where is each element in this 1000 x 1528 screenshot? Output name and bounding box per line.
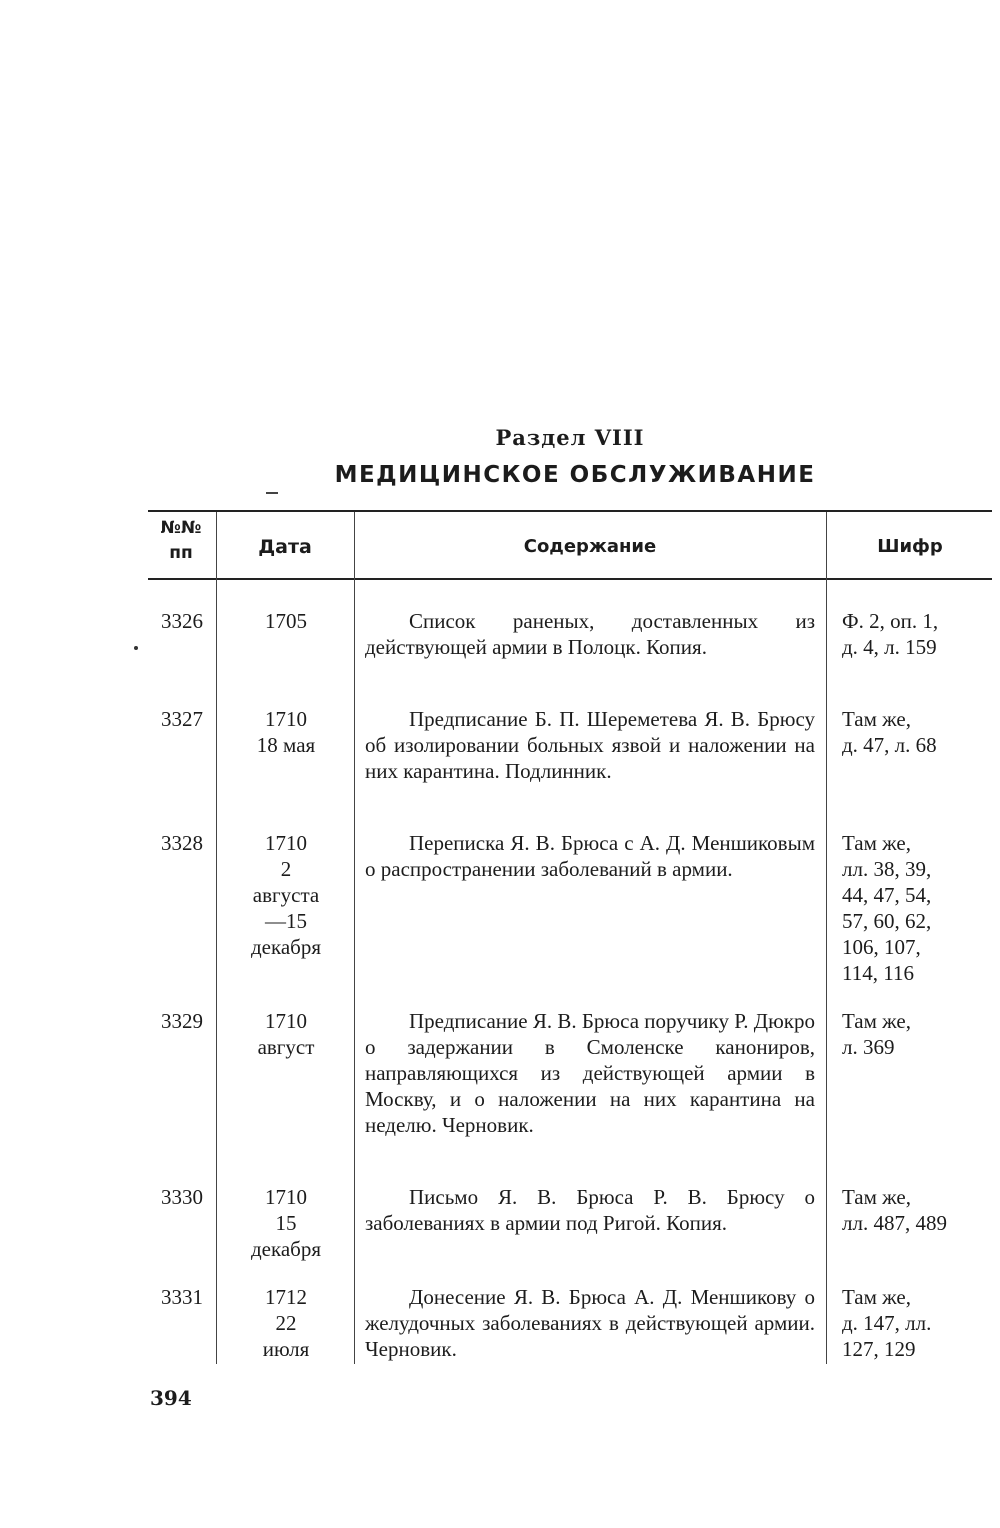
section-title: МЕДИЦИНСКОЕ ОБСЛУЖИВАНИЕ: [334, 462, 816, 488]
row-number: 3328: [161, 831, 203, 855]
row-number: 3326: [161, 609, 203, 633]
row-cipher: Ф. 2, оп. 1, д. 4, л. 159: [842, 609, 939, 659]
header-content: Содержание: [523, 536, 657, 557]
row-cipher: Там же, д. 47, л. 68: [842, 707, 937, 757]
header-cipher: Шифр: [877, 536, 943, 557]
row-date: 1712 22 июля: [262, 1285, 310, 1361]
row-content: Предписание Б. П. Шереметева Я. В. Брюсу об изолировании больных язвой и наложении на них карантина. Подлинник.: [365, 707, 815, 783]
header-number-line1: №№: [160, 518, 202, 538]
column-divider-3: [826, 512, 827, 1364]
section-label: Раздел VIII: [495, 425, 645, 450]
row-date: 1710 18 мая: [256, 707, 316, 757]
row-cipher: Там же, лл. 487, 489: [842, 1185, 947, 1235]
row-cipher: Там же, лл. 38, 39, 44, 47, 54, 57, 60, 62, 106, 107, 114, 116: [842, 831, 932, 985]
row-date: 1705: [265, 609, 307, 633]
row-number: 3327: [161, 707, 203, 731]
row-content: Письмо Я. В. Брюса Р. В. Брюсу о заболеваниях в армии под Ригой. Копия.: [365, 1185, 815, 1235]
row-content: Донесение Я. В. Брюса А. Д. Меншикову о желудочных заболеваниях в действующей армии. Черновик.: [365, 1285, 815, 1361]
row-date: 1710 август: [257, 1009, 315, 1059]
row-number: 3330: [161, 1185, 203, 1209]
table-header-rule: [148, 578, 992, 580]
row-number: 3331: [161, 1285, 203, 1309]
stray-dot: [134, 646, 138, 650]
table-top-rule: [148, 510, 992, 512]
row-date: 1710 2 августа —15 декабря: [250, 831, 322, 959]
column-divider-1: [216, 512, 217, 1364]
row-cipher: Там же, д. 147, лл. 127, 129: [842, 1285, 932, 1361]
header-number: [148, 516, 214, 566]
stray-mark: [266, 492, 278, 494]
row-number: 3329: [161, 1009, 203, 1033]
header-date: Дата: [258, 536, 312, 558]
header-number-line2: пп: [169, 543, 193, 563]
column-divider-2: [354, 512, 355, 1364]
row-content: Список раненых, доставленных из действующей армии в Полоцк. Копия.: [365, 609, 815, 659]
row-content: Переписка Я. В. Брюса с А. Д. Меншиковым о распространении заболеваний в армии.: [365, 831, 815, 881]
page-number: 394: [150, 1386, 192, 1410]
row-content: Предписание Я. В. Брюса поручику Р. Дюкро о задержании в Смоленске канониров, направляющихся из действующей армии в Москву, и о наложении на них карантина на неделю. Черновик.: [365, 1009, 815, 1137]
row-cipher: Там же, л. 369: [842, 1009, 911, 1059]
row-date: 1710 15 декабря: [250, 1185, 322, 1261]
